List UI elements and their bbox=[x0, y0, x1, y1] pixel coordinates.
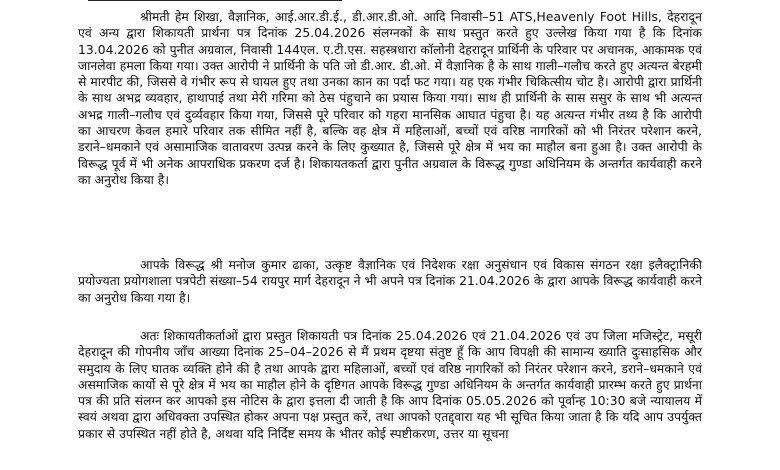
paragraph-complaint bbox=[78, 9, 702, 188]
paragraph-notice: अतः शिकायतीकर्ताओं द्वारा प्रस्तुत शिकायती पत्र दिनांक 25.04.2026 एवं 21.04.2026 एवं उप जिला मजिस्ट्रेट, मसूरी देहरादून की गोपनीय जाँच आख्या दिनांक 25–04–2026 से मैं प्रथम दृष्टया संतुष्ट हूँ कि आप विपक्षी की सामान्य ख्याति दुःसाहसिक और समुदाय के लिए घातक व्यक्ति होने की है तथा आपके द्वारा महिलाओं, बच्चों एवं वरिष्ठ नागरिकों को निरंतर परेशान करने, डराने–धमकाने एवं असमाजिक कार्यो से पूरे क्षेत्र में भय का माहौल होने के दृष्टिगत आपके विरूद्ध गुण्डा अधिनियम के अन्तर्गत कार्यवाही प्रारम्भ करते हुए प्रार्थना पत्र की प्रति संलग्न कर आपको इस नोटिस के द्वारा इत्तला दी जाती है कि आप दिनांक 05.05.2026 को पूर्वान्ह 10:30 बजे न्यायालय में स्वयं अथवा द्वारा अधिवक्ता उपस्थित होकर अपना पक्ष प्रस्तुत करें, तथा आपको एतद्द्वारा यह भी सूचित किया जाता है कि यदि आप उपर्युक्त प्रकार से उपस्थित नहीं होते है, अथवा यदि निर्दिष्ट समय के भीतर कोई स्पष्टीकरण, उत्तर या सूचना bbox=[78, 329, 702, 441]
paragraph-drdo-letter: आपके विरूद्ध श्री मनोज कुमार ढाका, उत्कृष्ट वैज्ञानिक एवं निदेशक रक्षा अनुसंधान एवं विकास संगठन रक्षा इलैक्ट्रानिकी प्रयोज्यता प्रयोगशाला पत्रपेटी संख्या–54 रायपुर मार्ग देहरादून ने भी अपने पत्र दिनांक 21.04.2026 के द्वारा आपके विरूद्ध कार्यवाही करने का अनुरोध किया गया है। bbox=[78, 258, 702, 305]
top-rule bbox=[88, 0, 342, 1]
paragraph-complaint-text: श्रीमती हेम शिखा, वैज्ञानिक, आई.आर.डी.ई., डी.आर.डी.ओ. आदि निवासी–51 ATS,Heavenly Foot Hills, देहरादून एवं अन्य द्वारा शिकायती प्रार्थना पत्र दिनांक 25.04.2026 संलग्नकों के साथ प्रस्तुत करते हुए उल्लेख किया गया है कि दिनांक 13.04.2026 को पुनीत अग्रवाल, निवासी 144एल. ए.टी.एस. सहस्त्रधारा कॉलोनी देहरादून प्रार्थिनी के परिवार पर अचानक, आकामक एवं जानलेवा हमला किया गया। उक्त आरोपी ने प्रार्थिनी के पति जो डी.आर. डी.ओ. में वैज्ञानिक है के साथ गाली–गलौच करते हुए अत्यन्त बेरहमी से मारपीट की, जिससे वे गंभीर रूप से घायल हुए तथा उनका कान का पर्दा फट गया। यह एक गंभीर चिकित्सीय चोट है। आरोपी द्वारा प्रार्थिनी के साथ अभद्र व्यवहार, हाथापाई तथा मेरी गरिमा को ठेस पंहुचाने का प्रयास किया गया। साथ ही प्रार्थिनी के सास ससुर के साथ भी अत्यन्त अभद्र गाली–गलौच एवं दुर्व्यवहार किया गया, जिससे पूरे परिवार को गहरा मानसिक आघात पंहुचा है। यह अत्यन्त गंभीर तथ्य है कि आरोपी का आचरण केवल हमारे परिवार तक सीमित नहीं है, बल्कि वह क्षेत्र में महिलाओं, बच्चों एवं वरिष्ठ नागरिकों को भी निरंतर परेशान करने, डराने–धमकाने एवं असामाजिक वातावरण उत्पन्न करने के लिए कुख्यात है, जिससे पूरे क्षेत्र में भय का माहौल बना हुआ है। उक्त आरोपी के विरूद्ध पूर्व में भी अनेक आपराधिक प्रकरण दर्ज है। शिकायतकर्ता द्वारा पुनीत अग्रवाल के विरूद्ध गुण्डा अधिनियम के अन्तर्गत कार्यवाही करने का अनुरोध किया है। bbox=[78, 10, 702, 187]
